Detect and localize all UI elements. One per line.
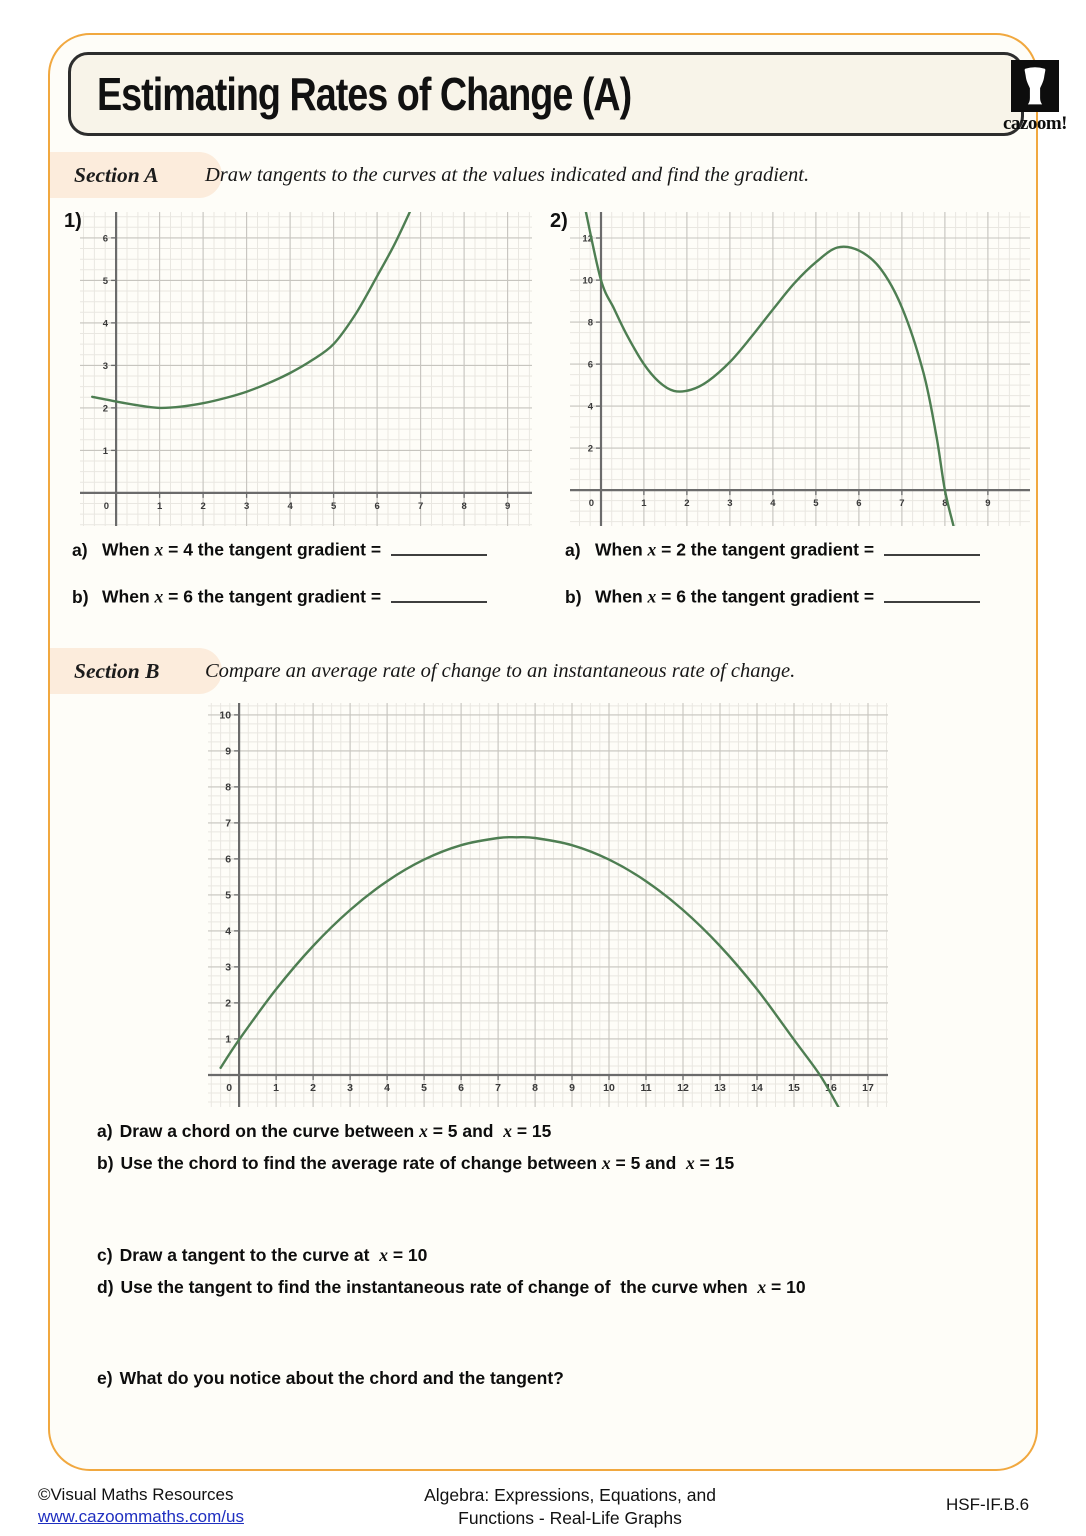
svg-text:6: 6 [856, 498, 862, 510]
svg-text:2: 2 [587, 443, 593, 455]
question-b-b-text: Use the chord to find the average rate of change between x = 5 and x = 15 [120, 1153, 735, 1173]
svg-text:5: 5 [102, 275, 109, 287]
svg-text:13: 13 [714, 1082, 726, 1094]
svg-text:6: 6 [458, 1082, 465, 1094]
svg-text:4: 4 [287, 500, 293, 512]
question-1b-text: When x = 6 the tangent gradient = [102, 586, 382, 607]
svg-text:7: 7 [417, 500, 424, 512]
question-b-a-label: a) [97, 1121, 113, 1141]
svg-text:10: 10 [219, 709, 232, 722]
question-b-b-label: b) [97, 1153, 114, 1173]
svg-text:7: 7 [495, 1082, 502, 1094]
svg-text:2: 2 [310, 1082, 317, 1094]
svg-text:3: 3 [727, 498, 733, 510]
svg-text:16: 16 [825, 1082, 837, 1094]
svg-text:15: 15 [788, 1082, 800, 1094]
question-1a [72, 536, 487, 561]
svg-text:8: 8 [587, 317, 593, 329]
graph-2 [570, 212, 1030, 526]
drum-icon-shape [1020, 65, 1050, 107]
svg-text:6: 6 [102, 233, 109, 245]
svg-text:4: 4 [770, 498, 776, 510]
footer-topic-line2: Functions - Real-Life Graphs [458, 1508, 682, 1528]
question-2b-text: When x = 6 the tangent gradient = [595, 586, 875, 607]
svg-text:1: 1 [102, 445, 109, 457]
svg-text:3: 3 [225, 961, 232, 974]
question-1b [72, 583, 487, 608]
svg-text:9: 9 [504, 500, 511, 512]
svg-text:1: 1 [273, 1082, 280, 1094]
svg-text:8: 8 [942, 498, 948, 510]
svg-text:3: 3 [102, 360, 109, 372]
footer-link[interactable]: www.cazoommaths.com/us [38, 1507, 244, 1526]
svg-text:9: 9 [985, 498, 991, 510]
svg-text:7: 7 [899, 498, 905, 510]
question-b-c [97, 1245, 427, 1266]
question-b-e-label: e) [97, 1368, 113, 1388]
question-b-d-text: Use the tangent to find the instantaneous rate of change of the curve when x = 10 [120, 1277, 806, 1297]
svg-text:4: 4 [587, 401, 593, 413]
question-b-c-text: Draw a tangent to the curve at x = 10 [119, 1245, 428, 1265]
answer-blank[interactable] [391, 536, 487, 556]
graph-section-b [208, 703, 888, 1107]
svg-text:2: 2 [225, 997, 232, 1010]
svg-text:3: 3 [243, 500, 250, 512]
svg-text:5: 5 [330, 500, 337, 512]
svg-text:2: 2 [684, 498, 690, 510]
svg-text:5: 5 [813, 498, 819, 510]
svg-text:8: 8 [532, 1082, 539, 1094]
svg-text:8: 8 [461, 500, 467, 512]
svg-text:0: 0 [226, 1082, 233, 1094]
svg-text:1: 1 [225, 1033, 232, 1046]
question-b-d [97, 1277, 806, 1298]
svg-text:3: 3 [347, 1082, 354, 1094]
footer-copyright: ©Visual Maths Resources [38, 1485, 234, 1504]
question-b-d-label: d) [97, 1277, 114, 1297]
svg-text:0: 0 [103, 500, 110, 512]
section-b-instruction: Compare an average rate of change to an instantaneous rate of change. [205, 660, 796, 682]
page-title-text: Estimating Rates of Change (A) [97, 68, 632, 120]
svg-text:10: 10 [603, 1082, 615, 1094]
svg-text:2: 2 [102, 403, 109, 415]
section-b-label-text: Section B [74, 659, 160, 683]
svg-text:5: 5 [421, 1082, 428, 1094]
svg-text:6: 6 [374, 500, 380, 512]
section-b-label [50, 648, 222, 694]
question-b-c-label: c) [97, 1245, 113, 1265]
svg-text:11: 11 [640, 1082, 652, 1094]
section-a-instruction: Draw tangents to the curves at the values indicated and find the gradient. [205, 164, 810, 186]
svg-text:5: 5 [225, 889, 232, 902]
svg-text:12: 12 [677, 1082, 689, 1094]
svg-text:7: 7 [225, 817, 232, 830]
answer-blank[interactable] [884, 583, 980, 603]
svg-text:2: 2 [200, 500, 206, 512]
question-1b-label: b) [72, 586, 89, 607]
cazoom-logo [989, 60, 1081, 135]
svg-text:17: 17 [862, 1082, 874, 1094]
section-a-label-text: Section A [74, 163, 159, 187]
question-b-a-text: Draw a chord on the curve between x = 5 and x = 15 [119, 1121, 552, 1141]
svg-text:1: 1 [156, 500, 163, 512]
question-2b-label: b) [565, 586, 582, 607]
drum-icon [1011, 60, 1059, 112]
svg-text:6: 6 [225, 853, 232, 866]
question-2b [565, 583, 980, 608]
problem-1-number: 1) [64, 210, 82, 232]
question-b-e [97, 1368, 564, 1389]
answer-blank[interactable] [884, 536, 980, 556]
footer-left [38, 1484, 244, 1528]
question-b-e-text: What do you notice about the chord and the tangent? [119, 1368, 564, 1388]
question-1a-label: a) [72, 539, 88, 560]
footer-topic-line1: Algebra: Expressions, Equations, and [424, 1485, 716, 1505]
section-a-label [50, 152, 222, 198]
graph-1 [80, 212, 532, 526]
svg-text:12: 12 [582, 233, 593, 245]
svg-text:8: 8 [225, 781, 232, 794]
svg-text:4: 4 [384, 1082, 391, 1094]
answer-blank[interactable] [391, 583, 487, 603]
question-1a-text: When x = 4 the tangent gradient = [102, 539, 382, 560]
question-b-a [97, 1121, 551, 1142]
question-2a-text: When x = 2 the tangent gradient = [595, 539, 875, 560]
page-title [71, 67, 749, 121]
problem-2-number: 2) [550, 210, 568, 232]
logo-text: cazoom! [1002, 113, 1068, 134]
footer-topic [355, 1484, 785, 1530]
svg-text:14: 14 [751, 1082, 763, 1094]
svg-text:9: 9 [569, 1082, 575, 1094]
title-box [68, 52, 1068, 136]
svg-text:6: 6 [587, 359, 593, 371]
svg-text:4: 4 [102, 318, 109, 330]
svg-text:9: 9 [225, 745, 232, 758]
svg-text:0: 0 [588, 498, 594, 510]
question-b-b [97, 1153, 734, 1174]
svg-text:10: 10 [582, 275, 593, 287]
question-2a-label: a) [565, 539, 581, 560]
question-2a [565, 536, 980, 561]
footer-standard: HSF-IF.B.6 [946, 1495, 1030, 1514]
svg-text:1: 1 [641, 498, 647, 510]
svg-text:4: 4 [225, 925, 232, 938]
